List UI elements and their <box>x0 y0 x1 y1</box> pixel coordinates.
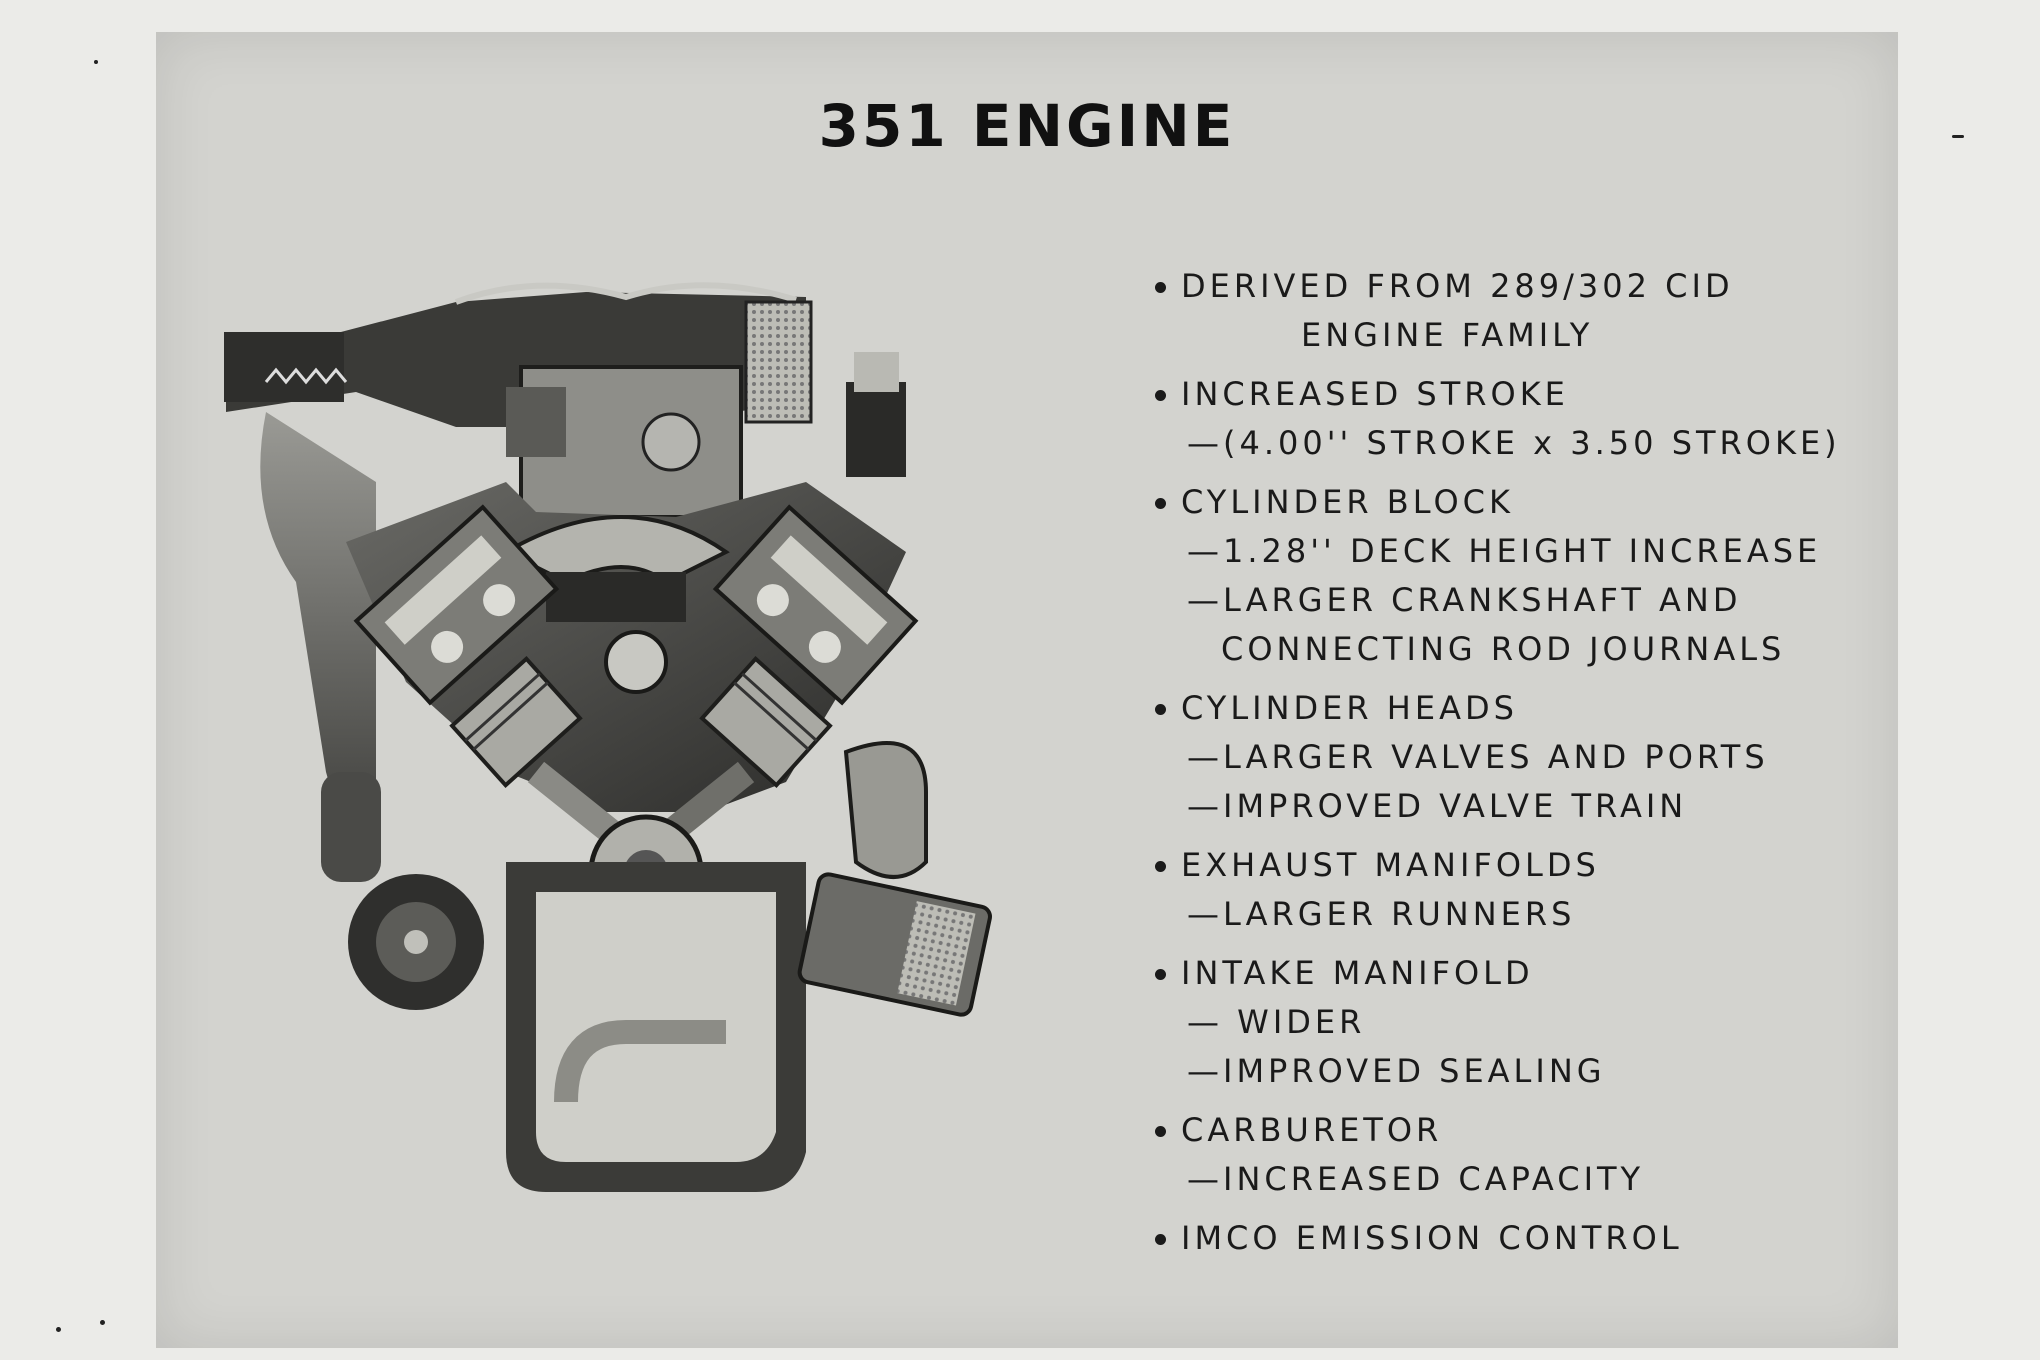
feature-detail: —(4.00'' STROKE x 3.50 STROKE) <box>1187 424 1841 462</box>
feature-detail: —INCREASED CAPACITY <box>1187 1160 1645 1198</box>
feature-group <box>1151 841 1871 939</box>
feature-group <box>1151 1106 1871 1204</box>
feature-heading: CARBURETOR <box>1151 1106 1871 1155</box>
feature-detail: —LARGER CRANKSHAFT AND <box>1187 581 1742 619</box>
feature-group <box>1151 949 1871 1096</box>
feature-group <box>1151 262 1871 360</box>
page-title: 351 ENGINE <box>818 92 1236 160</box>
feature-heading: DERIVED FROM 289/302 CID <box>1151 262 1871 311</box>
engine-cutaway-illustration <box>206 252 1206 1252</box>
feature-heading: INCREASED STROKE <box>1151 370 1871 419</box>
feature-heading: IMCO EMISSION CONTROL <box>1151 1214 1871 1263</box>
feature-heading: CYLINDER BLOCK <box>1151 478 1871 527</box>
feature-group <box>1151 478 1871 674</box>
feature-detail: —LARGER RUNNERS <box>1187 895 1576 933</box>
paper-speck <box>1952 135 1964 138</box>
feature-detail: —1.28'' DECK HEIGHT INCREASE <box>1187 532 1822 570</box>
paper-speck <box>94 60 98 64</box>
slide-card <box>156 32 1898 1348</box>
paper-speck <box>56 1327 61 1332</box>
feature-group <box>1151 1214 1871 1263</box>
feature-detail: CONNECTING ROD JOURNALS <box>1221 630 1786 668</box>
feature-group <box>1151 684 1871 831</box>
feature-detail: —IMPROVED VALVE TRAIN <box>1187 787 1688 825</box>
feature-heading: EXHAUST MANIFOLDS <box>1151 841 1871 890</box>
feature-detail: — WIDER <box>1187 1003 1366 1041</box>
feature-group <box>1151 370 1871 468</box>
feature-heading-continuation: ENGINE FAMILY <box>1301 316 1594 354</box>
paper-speck <box>100 1320 105 1325</box>
feature-heading: CYLINDER HEADS <box>1151 684 1871 733</box>
feature-heading: INTAKE MANIFOLD <box>1151 949 1871 998</box>
feature-detail: —LARGER VALVES AND PORTS <box>1187 738 1769 776</box>
feature-detail: —IMPROVED SEALING <box>1187 1052 1606 1090</box>
feature-list <box>1151 262 1871 1273</box>
